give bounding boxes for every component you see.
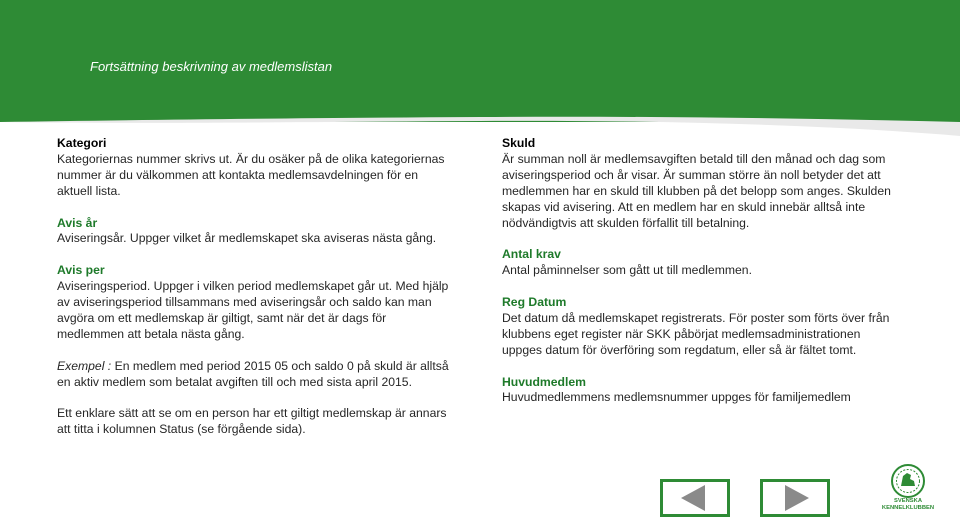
heading-reg-datum: Reg Datum — [502, 295, 567, 310]
kategori-line: aktuell lista. — [57, 183, 121, 198]
kategori-line: nummer är du välkommen att kontakta medlemsavdelningen för en — [57, 167, 419, 182]
kennel-club-emblem-icon — [876, 462, 940, 502]
heading-skuld: Skuld — [502, 136, 536, 150]
skuld-line: skapas vid avisering. Att en medlem har en skuld innebär alltså inte — [502, 199, 866, 214]
heading-avis-per: Avis per — [57, 263, 105, 278]
skuld-line: Är summan noll är medlemsavgiften betald till den månad och dag som — [502, 151, 886, 166]
reg-datum-line: klubbens eget register när SKK påbörjat medlemsadministrationen — [502, 326, 861, 341]
kategori-line: Kategoriernas nummer skrivs ut. Är du osäker på de olika kategoriernas — [57, 151, 445, 166]
example-text: En medlem med period 2015 05 och saldo 0 på skuld är alltså — [111, 358, 449, 373]
skuld-line: aviseringsperiod och år visar. Är summan större än noll betyder det att — [502, 167, 881, 182]
heading-kategori: Kategori — [57, 136, 107, 150]
avis-per-line: medlemmen att betala nästa gång. — [57, 326, 245, 341]
logo-line-1: SVENSKA — [893, 498, 923, 504]
example-line — [57, 359, 457, 375]
example-label: Exempel : — [57, 358, 112, 373]
arrow-left-icon — [663, 482, 727, 514]
status-tip-line: Ett enklare sätt att se om en person har ett giltigt medlemskap är annars — [57, 406, 447, 421]
right-column — [502, 136, 912, 406]
heading-avis-ar: Avis år — [57, 215, 98, 230]
heading-huvudmedlem: Huvudmedlem — [502, 374, 586, 389]
logo-line-2: KENNELKLUBBEN — [881, 505, 935, 511]
example-line: en aktiv medlem som betalat avgiften till och med sista april 2015. — [57, 374, 412, 389]
avis-per-line: avgöra om ett medlemskap är giltigt, samt när det är dags för — [57, 310, 387, 325]
reg-datum-line: Det datum då medlemskapet registrerats. För poster som förts över från — [502, 310, 890, 325]
svenska-kennelklubben-logo — [876, 462, 940, 520]
skuld-line: medlemmen har en skuld till klubben på det belopp som anges. Skulden — [502, 183, 891, 198]
heading-antal-krav: Antal krav — [502, 247, 561, 262]
page-title: Fortsättning beskrivning av medlemslistan — [90, 59, 333, 74]
avis-per-line: Aviseringsperiod. Uppger i vilken period medlemskapet går ut. Med hjälp — [57, 279, 449, 294]
skuld-line: nödvändigtvis att skulden förfallit till betalning. — [502, 215, 750, 230]
reg-datum-line: uppges datum för överföring som regdatum, eller så är fältet tomt. — [502, 342, 857, 357]
previous-slide-button[interactable] — [660, 479, 730, 517]
next-slide-button[interactable] — [760, 479, 830, 517]
avis-per-line: av aviseringsperiod tillsammans med aviseringsår och saldo kan man — [57, 295, 432, 310]
status-tip-line: att titta i kolumnen Status (se förgående sida). — [57, 422, 306, 437]
huvudmedlem-line: Huvudmedlemmens medlemsnummer uppges för familjemedlem — [502, 390, 851, 405]
avis-ar-line: Aviseringsår. Uppger vilket år medlemskapet ska aviseras nästa gång. — [57, 231, 437, 246]
arrow-right-icon — [763, 482, 827, 514]
left-column — [57, 136, 457, 438]
antal-krav-line: Antal påminnelser som gått ut till medlemmen. — [502, 263, 752, 278]
header-banner — [0, 0, 960, 122]
